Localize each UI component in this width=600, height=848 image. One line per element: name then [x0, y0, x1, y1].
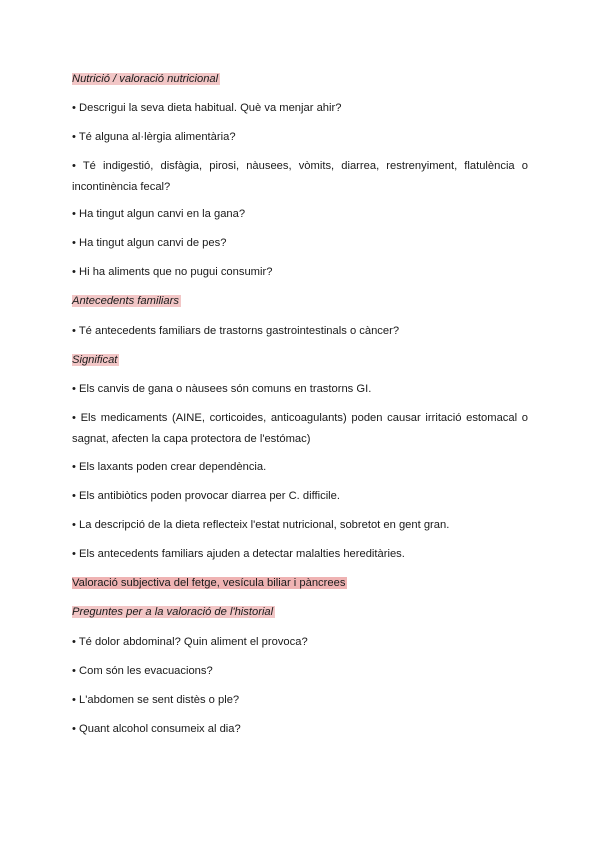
list-item: • La descripció de la dieta reflecteix l'estat nutricional, sobretot en gent gran.	[72, 519, 450, 531]
list-item: • Els medicaments (AINE, corticoides, anticoagulants) poden causar irritació estomacal o sagnat, afecten la capa protectora de l'estómac)	[72, 412, 528, 445]
list-item: • Té alguna al·lèrgia alimentària?	[72, 131, 236, 143]
list-item: • Com són les evacuacions?	[72, 665, 213, 677]
heading-significat-text: Significat	[72, 354, 118, 366]
section-title-fetge	[72, 576, 347, 591]
heading-antecedents-text: Antecedents familiars	[72, 295, 179, 307]
section-title-fetge-text: Valoració subjectiva del fetge, vesícula biliar i pàncrees	[72, 577, 346, 589]
list-item: • L'abdomen se sent distès o ple?	[72, 694, 240, 706]
list-item: • Té dolor abdominal? Quin aliment el provoca?	[72, 636, 308, 648]
heading-significat	[72, 353, 119, 368]
list-item: • Els antibiòtics poden provocar diarrea per C. difficile.	[72, 490, 340, 502]
list-item: • Els antecedents familiars ajuden a detectar malalties hereditàries.	[72, 548, 405, 560]
list-item: • Hi ha aliments que no pugui consumir?	[72, 266, 273, 278]
heading-preguntes	[72, 605, 275, 620]
list-item: • Descrigui la seva dieta habitual. Què va menjar ahir?	[72, 102, 342, 114]
list-item: • Té indigestió, disfàgia, pirosi, nàusees, vòmits, diarrea, restrenyiment, flatulència o incontinència fecal?	[72, 160, 528, 193]
list-item: • Quant alcohol consumeix al dia?	[72, 723, 241, 735]
list-item: • Els laxants poden crear dependència.	[72, 461, 267, 473]
heading-nutricio-text: Nutrició / valoració nutricional	[72, 73, 219, 85]
heading-antecedents	[72, 294, 181, 309]
list-item: • Ha tingut algun canvi de pes?	[72, 237, 227, 249]
heading-nutricio	[72, 72, 220, 87]
list-item: • Ha tingut algun canvi en la gana?	[72, 208, 246, 220]
list-item: • Els canvis de gana o nàusees són comuns en trastorns GI.	[72, 383, 372, 395]
list-item: • Té antecedents familiars de trastorns gastrointestinals o càncer?	[72, 325, 400, 337]
heading-preguntes-text: Preguntes per a la valoració de l'historial	[72, 606, 274, 618]
